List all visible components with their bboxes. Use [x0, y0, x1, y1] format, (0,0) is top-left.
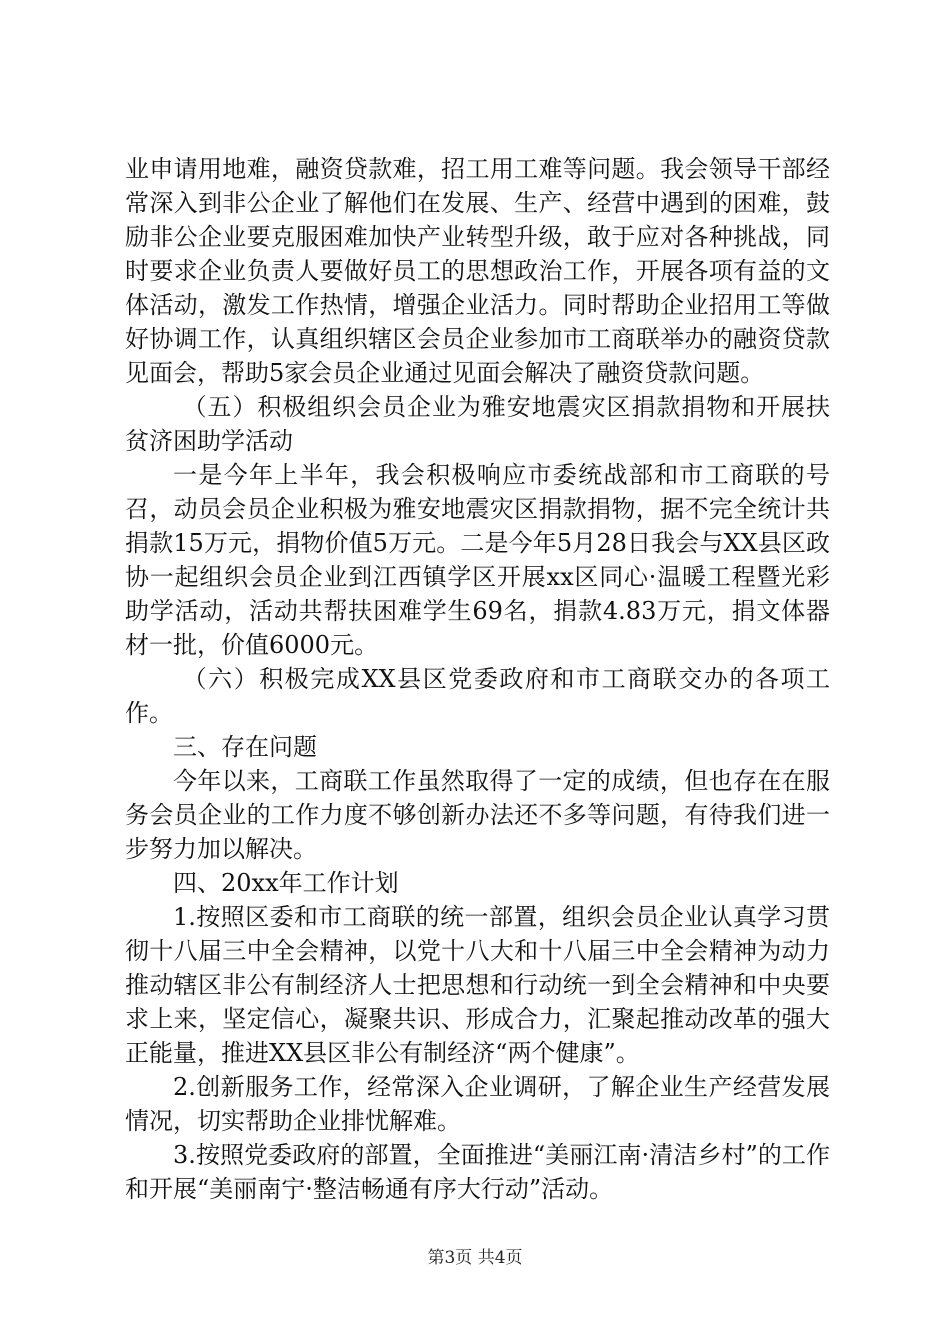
- document-body: [125, 152, 830, 1206]
- paragraph-plan-item-1: 1.按照区委和市工商联的统一部置，组织会员企业认真学习贯彻十八届三中全会精神，以党十八大和十八届三中全会精神为动力推动辖区非公有制经济人士把思想和行动统一到全会精神和中央要求上来，坚定信心，凝聚共识、形成合力，汇聚起推动改革的强大正能量，推进XX县区非公有制经济“两个健康”。: [125, 903, 830, 1067]
- heading-section-6: （六）积极完成XX县区党委政府和市工商联交办的各项工作。: [125, 665, 830, 727]
- heading-work-plan: 四、20xx年工作计划: [173, 869, 399, 897]
- paragraph-problems: 今年以来，工商联工作虽然取得了一定的成绩，但也存在在服务会员企业的工作力度不够创新办法还不多等问题，有待我们进一步努力加以解决。: [125, 767, 830, 863]
- paragraph-donations: 一是今年上半年，我会积极响应市委统战部和市工商联的号召，动员会员企业积极为雅安地震灾区捐款捐物，据不完全统计共捐款15万元，捐物价值5万元。二是今年5月28日我会与XX县区政协一起组织会员企业到江西镇学区开展xx区同心·温暖工程暨光彩助学活动，活动共帮扶困难学生69名，捐款4.83万元，捐文体器材一批，价值6000元。: [125, 461, 830, 659]
- heading-section-5: （五）积极组织会员企业为雅安地震灾区捐款捐物和开展扶贫济困助学活动: [125, 393, 830, 455]
- page-number-footer: 第3页 共4页: [427, 1248, 523, 1268]
- paragraph-plan-item-2: 2.创新服务工作，经常深入企业调研，了解企业生产经营发展情况，切实帮助企业排忧解难。: [125, 1073, 830, 1135]
- paragraph-financing-difficulties: 业申请用地难，融资贷款难，招工用工难等问题。我会领导干部经常深入到非公企业了解他们在发展、生产、经营中遇到的困难，鼓励非公企业要克服困难加快产业转型升级，敢于应对各种挑战，同时要求企业负责人要做好员工的思想政治工作，开展各项有益的文体活动，激发工作热情，增强企业活力。同时帮助企业招用工等做好协调工作，认真组织辖区会员企业参加市工商联举办的融资贷款见面会，帮助5家会员企业通过见面会解决了融资贷款问题。: [125, 155, 830, 387]
- heading-existing-problems: 三、存在问题: [173, 733, 317, 761]
- paragraph-plan-item-3: 3.按照党委政府的部置，全面推进“美丽江南·清洁乡村”的工作和开展“美丽南宁·整洁畅通有序大行动”活动。: [125, 1141, 830, 1203]
